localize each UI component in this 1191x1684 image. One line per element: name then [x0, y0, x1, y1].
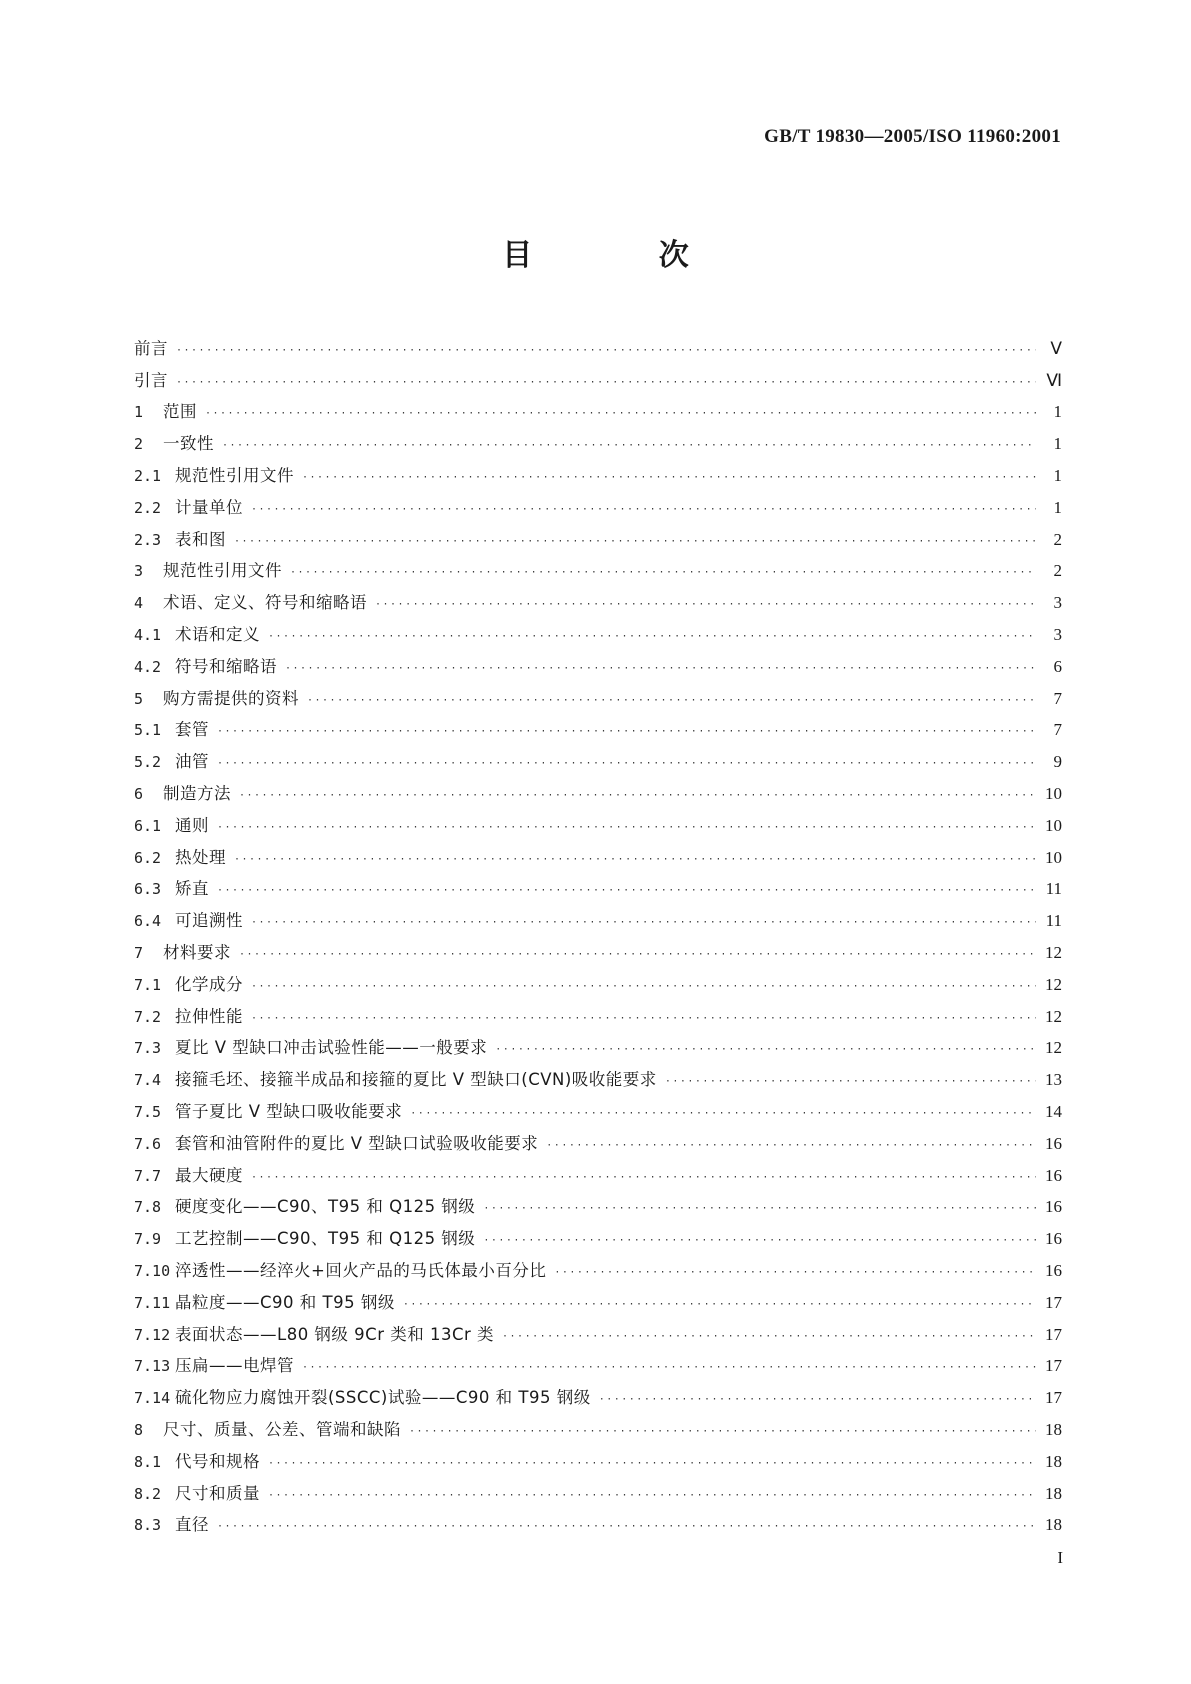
toc-entry-number: 5.2 — [134, 753, 162, 772]
toc-entry[interactable] — [134, 1033, 1062, 1065]
toc-entry-number: 7.3 — [134, 1039, 162, 1058]
toc-entry-page: Ⅵ — [1046, 370, 1062, 390]
toc-leader-dots — [483, 1199, 1036, 1219]
toc-entry-page: 6 — [1053, 656, 1062, 676]
toc-entry[interactable] — [134, 1351, 1062, 1383]
toc-entry-number: 7.7 — [134, 1166, 162, 1185]
toc-entry-page: 16 — [1045, 1261, 1062, 1280]
toc-leader-dots — [403, 1295, 1036, 1315]
toc-entry-number: 7 — [134, 944, 144, 963]
toc-entry-page: 17 — [1045, 1356, 1062, 1376]
toc-entry-number: 4.2 — [134, 657, 162, 676]
toc-leader-dots — [234, 850, 1036, 870]
toc-entry[interactable] — [134, 1382, 1062, 1414]
toc-entry-number: 7.8 — [134, 1198, 162, 1217]
toc-entry-number: 2.1 — [134, 467, 162, 486]
toc-leader-dots — [268, 627, 1036, 647]
toc-leader-dots — [483, 1231, 1036, 1251]
toc-entry-page: 17 — [1045, 1324, 1062, 1344]
toc-leader-dots — [176, 341, 1036, 361]
toc-entry[interactable] — [134, 937, 1062, 969]
toc-entry-label: 引言 — [134, 370, 168, 390]
toc-entry[interactable] — [134, 1192, 1062, 1224]
toc-leader-dots — [375, 595, 1036, 615]
toc-entry-label: 夏比 V 型缺口冲击试验性能——一般要求 — [175, 1038, 488, 1058]
toc-leader-dots — [217, 722, 1036, 742]
toc-entry[interactable] — [134, 1478, 1062, 1510]
toc-entry[interactable] — [134, 1096, 1062, 1128]
toc-entry-label: 规范性引用文件 — [163, 561, 282, 581]
toc-entry[interactable] — [134, 810, 1062, 842]
toc-leader-dots — [302, 468, 1036, 488]
toc-entry[interactable] — [134, 1414, 1062, 1446]
toc-leader-dots — [307, 691, 1036, 711]
page-title: 目 次 — [502, 238, 747, 273]
toc-entry-page: 16 — [1045, 1229, 1062, 1249]
toc-entry-page: 12 — [1045, 1038, 1062, 1058]
toc-leader-dots — [268, 1454, 1036, 1474]
toc-entry[interactable] — [134, 683, 1062, 715]
toc-entry-number: 7.5 — [134, 1103, 162, 1122]
toc-entry-page: 16 — [1045, 1133, 1062, 1153]
toc-entry[interactable] — [134, 524, 1062, 556]
toc-entry-label: 表和图 — [175, 529, 226, 549]
toc-entry-label: 硫化物应力腐蚀开裂(SSCC)试验——C90 和 T95 钢级 — [175, 1388, 591, 1408]
toc-entry-number: 4.1 — [134, 626, 162, 645]
toc-entry-page: 3 — [1053, 593, 1062, 613]
toc-entry-number: 5.1 — [134, 721, 162, 740]
standard-code: GB/T 19830—2005/ISO 11960:2001 — [764, 126, 1061, 147]
toc-entry-number: 4 — [134, 594, 144, 613]
toc-entry-page: 11 — [1045, 911, 1062, 931]
toc-entry-number: 2.2 — [134, 498, 162, 517]
toc-entry-page: 16 — [1045, 1165, 1062, 1185]
toc-entry-number: 2 — [134, 435, 144, 454]
toc-leader-dots — [268, 1486, 1036, 1506]
toc-leader-dots — [546, 1136, 1036, 1156]
toc-entry-number: 8.3 — [134, 1516, 162, 1535]
toc-entry-page: 13 — [1045, 1070, 1062, 1090]
toc-entry-page: 7 — [1053, 688, 1062, 708]
toc-leader-dots — [495, 1040, 1036, 1060]
toc-entry[interactable] — [134, 1001, 1062, 1033]
toc-entry[interactable] — [134, 1064, 1062, 1096]
toc-entry-number: 8.1 — [134, 1452, 162, 1471]
toc-entry-label: 尺寸、质量、公差、管端和缺陷 — [163, 1419, 401, 1439]
toc-entry-number: 6.2 — [134, 848, 162, 867]
toc-entry-number: 3 — [134, 562, 144, 581]
toc-leader-dots — [302, 1358, 1036, 1378]
toc-entry-page: 10 — [1045, 784, 1062, 804]
toc-entry-page: 12 — [1045, 1006, 1062, 1026]
toc-entry-label: 最大硬度 — [175, 1165, 243, 1185]
toc-entry-label: 代号和规格 — [175, 1451, 260, 1471]
toc-entry-label: 术语、定义、符号和缩略语 — [163, 593, 367, 613]
toc-entry-label: 工艺控制——C90、T95 和 Q125 钢级 — [175, 1229, 476, 1249]
toc-entry-page: 7 — [1053, 720, 1062, 740]
toc-entry-page: 10 — [1045, 815, 1062, 835]
toc-leader-dots — [239, 945, 1036, 965]
toc-entry-label: 规范性引用文件 — [175, 466, 294, 486]
toc-entry-page: 12 — [1045, 943, 1062, 963]
toc-entry[interactable] — [134, 1128, 1062, 1160]
toc-entry-number: 6 — [134, 785, 144, 804]
toc-entry-label: 制造方法 — [163, 784, 231, 804]
toc-entry-page: 10 — [1045, 847, 1062, 867]
toc-entry-page: 11 — [1045, 879, 1062, 899]
toc-leader-dots — [251, 1009, 1036, 1029]
toc-entry-page: 14 — [1045, 1102, 1062, 1122]
toc-entry[interactable] — [134, 651, 1062, 683]
toc-entry[interactable] — [134, 365, 1062, 397]
toc-entry[interactable] — [134, 1255, 1062, 1287]
toc-entry-label: 前言 — [134, 338, 168, 358]
toc-entry-number: 1 — [134, 403, 144, 422]
toc-entry-number: 6.4 — [134, 912, 162, 931]
toc-leader-dots — [251, 977, 1036, 997]
toc-entry-page: 18 — [1045, 1451, 1062, 1471]
toc-entry-label: 淬透性——经淬火+回火产品的马氏体最小百分比 — [175, 1261, 547, 1280]
toc-leader-dots — [409, 1422, 1036, 1442]
toc-entry-number: 7.11 — [134, 1293, 171, 1312]
toc-entry-number: 8 — [134, 1420, 144, 1439]
toc-entry[interactable] — [134, 1287, 1062, 1319]
toc-entry-number: 7.14 — [134, 1389, 171, 1408]
toc-entry-label: 直径 — [175, 1515, 209, 1535]
toc-leader-dots — [554, 1263, 1036, 1283]
toc-entry-label: 材料要求 — [163, 943, 231, 963]
toc-entry-page: 3 — [1053, 625, 1062, 645]
toc-leader-dots — [234, 532, 1036, 552]
toc-entry-number: 5 — [134, 689, 144, 708]
toc-entry-label: 化学成分 — [175, 974, 243, 994]
toc-entry[interactable] — [134, 746, 1062, 778]
toc-entry-page: 17 — [1045, 1292, 1062, 1312]
toc-entry-page: 1 — [1053, 466, 1062, 486]
toc-entry-label: 表面状态——L80 钢级 9Cr 类和 13Cr 类 — [175, 1324, 495, 1344]
toc-entry-page: 16 — [1045, 1197, 1062, 1217]
toc-leader-dots — [217, 818, 1036, 838]
toc-entry[interactable] — [134, 1319, 1062, 1351]
toc-leader-dots — [410, 1104, 1036, 1124]
toc-leader-dots — [217, 881, 1036, 901]
toc-entry-label: 范围 — [163, 402, 197, 422]
toc-entry-label: 套管 — [175, 720, 209, 740]
toc-entry-number: 7.13 — [134, 1357, 171, 1376]
toc-entry-number: 7.1 — [134, 975, 162, 994]
toc-entry-label: 一致性 — [163, 434, 214, 454]
toc-entry-page: 2 — [1053, 561, 1062, 581]
toc-entry[interactable] — [134, 556, 1062, 588]
toc-leader-dots — [599, 1390, 1036, 1410]
toc-entry[interactable] — [134, 969, 1062, 1001]
toc-entry[interactable] — [134, 1509, 1062, 1541]
toc-entry-page: Ⅴ — [1050, 338, 1062, 358]
table-of-contents — [134, 333, 1062, 1541]
toc-entry-page: 17 — [1045, 1388, 1062, 1408]
toc-entry[interactable] — [134, 874, 1062, 906]
toc-entry-label: 计量单位 — [175, 497, 243, 517]
toc-entry-label: 拉伸性能 — [175, 1006, 243, 1026]
toc-leader-dots — [251, 1168, 1036, 1188]
toc-entry-page: 18 — [1045, 1515, 1062, 1535]
toc-entry-label: 通则 — [175, 815, 209, 835]
toc-entry-page: 18 — [1045, 1419, 1062, 1439]
toc-entry[interactable] — [134, 778, 1062, 810]
toc-leader-dots — [285, 659, 1036, 679]
toc-entry[interactable] — [134, 428, 1062, 460]
toc-entry[interactable] — [134, 397, 1062, 429]
toc-leader-dots — [217, 1517, 1036, 1537]
toc-leader-dots — [290, 563, 1036, 583]
toc-entry[interactable] — [134, 715, 1062, 747]
toc-entry-page: 9 — [1053, 752, 1062, 772]
toc-entry[interactable] — [134, 842, 1062, 874]
toc-entry-label: 晶粒度——C90 和 T95 钢级 — [175, 1292, 395, 1312]
toc-leader-dots — [239, 786, 1036, 806]
toc-entry-page: 1 — [1053, 402, 1062, 422]
toc-entry-number: 6.3 — [134, 880, 162, 899]
toc-leader-dots — [205, 404, 1036, 424]
toc-entry-number: 7.9 — [134, 1230, 162, 1249]
toc-entry-page: 1 — [1053, 497, 1062, 517]
toc-leader-dots — [251, 913, 1036, 933]
toc-entry-page: 18 — [1045, 1483, 1062, 1503]
toc-entry-label: 可追溯性 — [175, 911, 243, 931]
toc-leader-dots — [176, 373, 1036, 393]
toc-entry-label: 压扁——电焊管 — [175, 1356, 294, 1376]
toc-leader-dots — [502, 1327, 1036, 1347]
toc-entry[interactable] — [134, 1223, 1062, 1255]
toc-entry-label: 矫直 — [175, 879, 209, 899]
toc-leader-dots — [665, 1072, 1036, 1092]
toc-entry-label: 购方需提供的资料 — [163, 688, 299, 708]
toc-entry-number: 8.2 — [134, 1484, 162, 1503]
toc-entry-label: 接箍毛坯、接箍半成品和接箍的夏比 V 型缺口(CVN)吸收能要求 — [175, 1070, 657, 1090]
toc-leader-dots — [251, 500, 1036, 520]
toc-entry-number: 7.2 — [134, 1007, 162, 1026]
toc-entry-label: 热处理 — [175, 847, 226, 867]
toc-entry[interactable] — [134, 905, 1062, 937]
toc-entry-label: 油管 — [175, 752, 209, 772]
toc-entry-label: 硬度变化——C90、T95 和 Q125 钢级 — [175, 1197, 476, 1217]
toc-entry-label: 符号和缩略语 — [175, 656, 277, 676]
toc-entry[interactable] — [134, 333, 1062, 365]
toc-entry-number: 6.1 — [134, 816, 162, 835]
toc-entry-page: 1 — [1053, 434, 1062, 454]
toc-leader-dots — [217, 754, 1036, 774]
toc-entry[interactable] — [134, 1446, 1062, 1478]
toc-entry[interactable] — [134, 460, 1062, 492]
toc-entry[interactable] — [134, 587, 1062, 619]
toc-entry-number: 7.12 — [134, 1325, 171, 1344]
toc-entry-number: 2.3 — [134, 530, 162, 549]
toc-entry[interactable] — [134, 492, 1062, 524]
toc-entry-label: 尺寸和质量 — [175, 1483, 260, 1503]
toc-entry-number: 7.4 — [134, 1071, 162, 1090]
toc-entry-label: 套管和油管附件的夏比 V 型缺口试验吸收能要求 — [175, 1133, 539, 1153]
toc-entry[interactable] — [134, 1160, 1062, 1192]
toc-entry-number: 7.6 — [134, 1134, 162, 1153]
page-number: I — [1057, 1548, 1063, 1567]
toc-entry-number: 7.10 — [134, 1262, 171, 1280]
toc-entry[interactable] — [134, 619, 1062, 651]
toc-entry-page: 2 — [1053, 529, 1062, 549]
toc-entry-label: 管子夏比 V 型缺口吸收能要求 — [175, 1102, 403, 1122]
toc-entry-page: 12 — [1045, 974, 1062, 994]
toc-entry-label: 术语和定义 — [175, 625, 260, 645]
toc-leader-dots — [222, 436, 1036, 456]
